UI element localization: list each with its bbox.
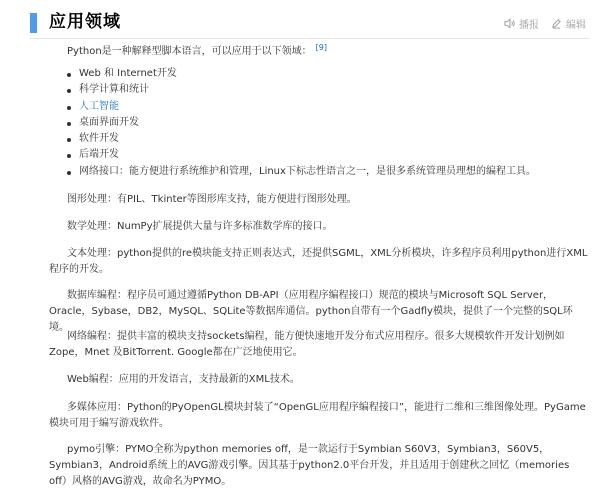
paragraph-pymo: pymo引擎：PYMO全称为python memories off，是一款运行于Symbian S60V3，Symbian3，S60V5，Symbian3，Android系统上的AVG游戏引擎。因其基于python2.0平台开发，并且适用于创建秋之回忆（memories off）风格的AVG游戏，故命名为PYMO。 xyxy=(49,444,570,487)
paragraph-network: 网络编程：提供丰富的模块支持sockets编程，能方便快速地开发分布式应用程序。很多大规模软件开发计划例如Zope，Mnet 及BitTorrent. Google都在广泛地使用它。 xyxy=(49,331,565,358)
section-header xyxy=(30,10,590,39)
paragraph-text: 文本处理：python提供的re模块能支持正则表达式，还提供SGML，XML分析模块，许多程序员利用python进行XML程序的开发。 xyxy=(49,248,588,275)
list-item: Web 和 Internet开发 xyxy=(79,66,536,82)
paragraph-math: 数学处理：NumPy扩展提供大量与许多标准数学库的接口。 xyxy=(67,221,333,232)
section-title: 应用领域 xyxy=(49,12,121,32)
play-button[interactable] xyxy=(504,16,539,31)
intro-paragraph xyxy=(67,40,327,60)
section-tools xyxy=(504,16,586,31)
feature-list xyxy=(49,66,536,180)
paragraph-multimedia: 多媒体应用：Python的PyOpenGL模块封装了“OpenGL应用程序编程接口”，能进行二维和三维图像处理。PyGame模块可用于编写游戏软件。 xyxy=(49,402,586,429)
paragraph-database: 数据库编程：程序员可通过遵循Python DB-API（应用程序编程接口）规范的模块与Microsoft SQL Server，Oracle，Sybase，DB2，MySQL、SQLite等数据库通信。python自带有一个Gadfly模块，提供了一个完整的SQL环境。 xyxy=(49,290,573,333)
list-item: 桌面界面开发 xyxy=(79,115,536,131)
list-item: 科学计算和统计 xyxy=(79,82,536,98)
paragraph-graphics: 图形处理：有PIL、Tkinter等图形库支持，能方便进行图形处理。 xyxy=(67,194,357,205)
play-label: 播报 xyxy=(519,20,539,31)
list-item: 软件开发 xyxy=(79,131,536,147)
section-accent-bar xyxy=(30,13,37,33)
reference-link[interactable]: [9] xyxy=(315,43,328,52)
paragraph-web: Web编程：应用的开发语言，支持最新的XML技术。 xyxy=(67,374,300,385)
intro-text: Python是一种解释型脚本语言，可以应用于以下领域： xyxy=(67,46,312,57)
speaker-icon xyxy=(504,18,515,29)
list-item-link-ai[interactable]: 人工智能 xyxy=(79,99,536,115)
pencil-icon xyxy=(551,18,562,29)
list-item: 后端开发 xyxy=(79,147,536,163)
edit-label: 编辑 xyxy=(566,20,586,31)
list-item: 网络接口：能方便进行系统维护和管理，Linux下标志性语言之一，是很多系统管理员理想的编程工具。 xyxy=(79,164,536,180)
edit-button[interactable] xyxy=(551,16,586,31)
